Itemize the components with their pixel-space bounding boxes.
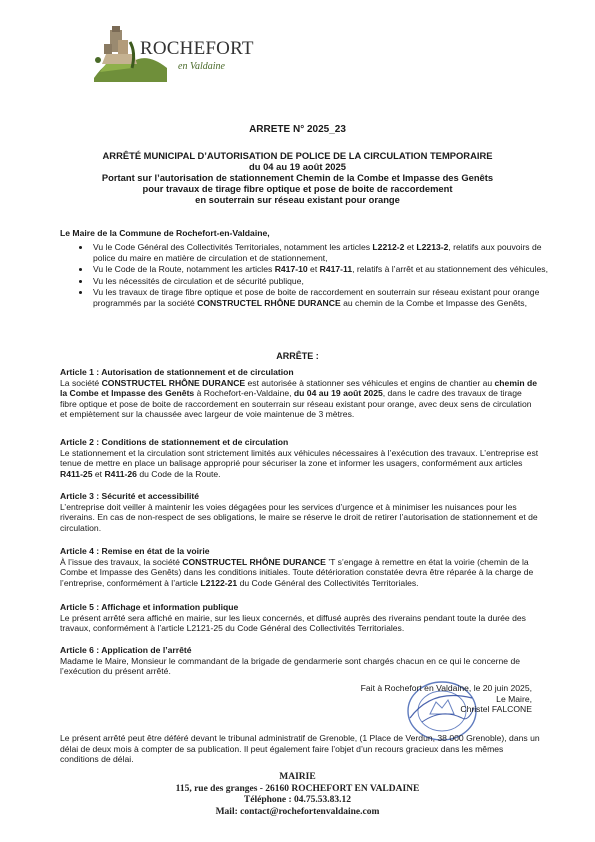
article-title: Article 5 : Affichage et information publique xyxy=(60,602,239,612)
heading-line: en souterrain sur réseau existant pour orange xyxy=(195,194,400,205)
heading-line: ARRÊTÉ MUNICIPAL D’AUTORISATION DE POLICE DE LA CIRCULATION TEMPORAIRE xyxy=(102,150,493,161)
list-item: • Vu le Code Général des Collectivités Territoriales, notamment les articles L2212-2 et L2213-2, relatifs aux pouvoirs de police du maire en matière de circulation et de stationnement, xyxy=(91,242,556,263)
article-2 xyxy=(60,437,540,479)
list-item: • Vu les nécessités de circulation et de sécurité publique, xyxy=(91,276,556,287)
heading-line: pour travaux de tirage fibre optique et pose de boite de raccordement xyxy=(142,183,453,194)
article-body: La société CONSTRUCTEL RHÔNE DURANCE est autorisée à stationner ses véhicules et engins de chantier au chemin de la Combe et Impasse des Genêts à Rochefort-en-Valdaine, du 04 au 19 août 2025, dans le cadre des travaux de tirage fibre optique et pose de boite de raccordement en souterrain sur réseau existant pour orange, avec deux sens de circulation et empiètement sur la chaussée avec largeur de voie maintenue de 3 mètres. xyxy=(60,377,538,420)
article-4 xyxy=(60,546,540,588)
footer-email: Mail: contact@rochefortenvaldaine.com xyxy=(215,806,380,817)
article-title: Article 6 : Application de l’arrêté xyxy=(60,645,192,655)
article-body: Le stationnement et la circulation sont strictement limités aux véhicules nécessaires à l’exécution des travaux. L’entreprise est tenue de mettre en place un balisage approprié pour sécuriser la zone et informer les usagers, conformément aux articles R411-25 et R411-26 du Code de la Route. xyxy=(60,447,539,479)
footer-phone: Téléphone : 04.75.53.83.12 xyxy=(243,795,352,805)
considerants-list xyxy=(75,242,556,310)
article-title: Article 4 : Remise en état de la voirie xyxy=(60,546,210,556)
article-body: À l’issue des travaux, la société CONSTRUCTEL RHÔNE DURANCE ’T s’engage à remettre en état la voirie (chemin de la Combe et Impasse des Genêts) dans les conditions initiales. Toute détérioration constatée devra être réparée à la charge de l’entreprise, conformément à l’article L2122-21 du Code Général des Collectivités Territoriales. xyxy=(60,556,534,588)
article-5 xyxy=(60,602,540,634)
article-3 xyxy=(60,491,540,533)
article-title: Article 3 : Sécurité et accessibilité xyxy=(60,491,199,501)
article-title: Article 1 : Autorisation de stationnement et de circulation xyxy=(60,367,294,377)
list-item: • Vu les travaux de tirage fibre optique et pose de boite de raccordement en souterrain sur réseau existant pour orange programmés par la société CONSTRUCTEL RHÔNE DURANCE au chemin de la Combe et Impasse des Genêts, xyxy=(91,287,556,308)
article-1 xyxy=(60,367,540,420)
arrete-keyword: ARRÊTE : xyxy=(276,351,319,361)
page-footer xyxy=(0,772,595,818)
article-body: Madame le Maire, Monsieur le commandant de la brigade de gendarmerie sont chargés chacun en ce qui le concerne de l’exécution du présent arrêté. xyxy=(60,655,521,677)
article-6 xyxy=(60,645,540,677)
heading-line: du 04 au 19 août 2025 xyxy=(249,161,346,172)
arrete-number: ARRETE N° 2025_23 xyxy=(249,124,346,135)
footer-address: 115, rue des granges - 26160 ROCHEFORT EN VALDAINE xyxy=(175,783,420,794)
signature-name: Christel FALCONE xyxy=(460,704,532,715)
signature-place-date: Fait à Rochefort en Valdaine, le 20 juin 2025, xyxy=(360,683,532,693)
logo-title: ROCHEFORT xyxy=(140,38,254,59)
arrete-heading xyxy=(0,150,595,205)
signature-block xyxy=(350,683,532,715)
signature-title: Le Maire, xyxy=(496,693,532,704)
article-body: Le présent arrêté sera affiché en mairie, sur les lieux concernés, et diffusé auprès des riverains pendant toute la durée des travaux, conformément à l’article L2121-25 du Code Général des Collectivités Territoriales. xyxy=(60,612,526,634)
footer-line: MAIRIE xyxy=(279,772,316,782)
list-item: • Vu le Code de la Route, notamment les articles R417-10 et R417-11, relatifs à l’arrêt et au stationnement des véhicules, xyxy=(91,264,556,275)
intro-mayor: Le Maire de la Commune de Rochefort-en-Valdaine, xyxy=(60,228,270,238)
heading-line: Portant sur l’autorisation de stationnement Chemin de la Combe et Impasse des Genêts xyxy=(101,172,494,183)
recours-notice: Le présent arrêté peut être déféré devant le tribunal administratif de Grenoble, (1 Place de Verdun, 38 000 Grenoble), dans un délai de deux mois à compter de sa publication. Il peut également faire l’objet d’un recours gracieux dans les mêmes conditions de délai. xyxy=(60,733,540,765)
logo-subtitle: en Valdaine xyxy=(178,61,225,72)
article-body: L’entreprise doit veiller à maintenir les voies dégagées pour les services d’urgence et à minimiser les nuisances pour les riverains. En cas de non-respect de ses obligations, le maire se réserve le droit de retirer l’autorisation de stationnement et de circulation. xyxy=(60,501,538,533)
article-title: Article 2 : Conditions de stationnement et de circulation xyxy=(60,437,289,447)
